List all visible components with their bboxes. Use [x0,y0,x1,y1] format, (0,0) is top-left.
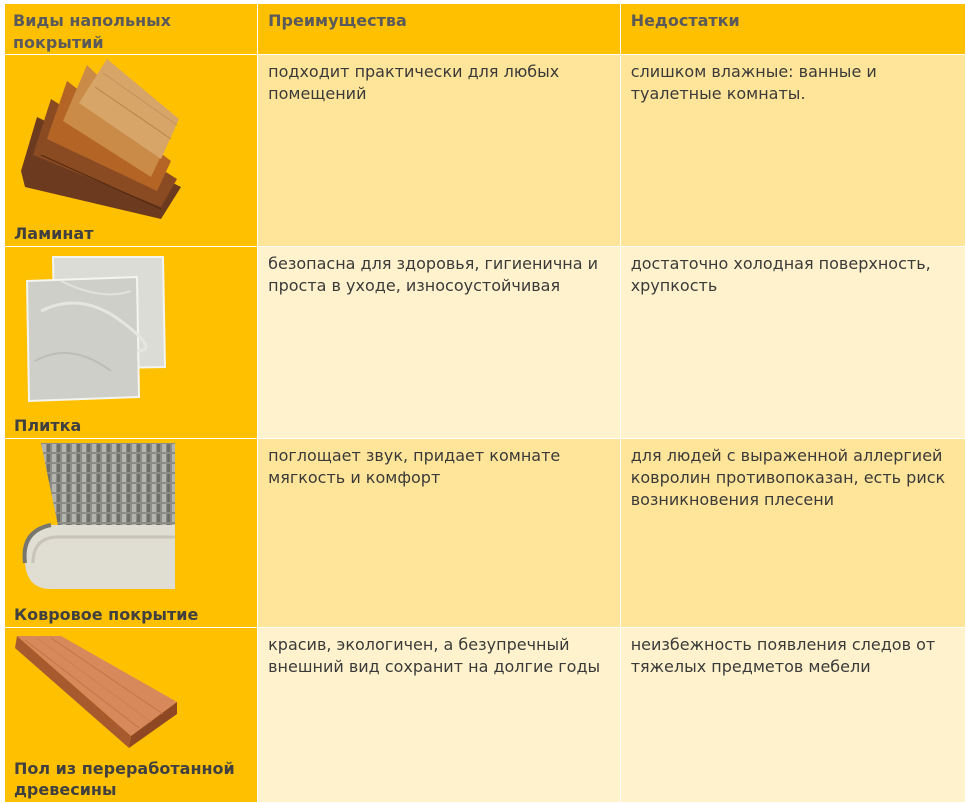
type-label: Пол из переработанной древесины [14,759,235,799]
header-advantages: Преимущества [258,4,621,55]
advantages-cell: поглощает звук, придает комнате мягкость и комфорт [258,439,621,628]
type-label: Ковровое покрытие [14,605,199,624]
disadvantages-cell: слишком влажные: ванные и туалетные комнаты. [620,55,965,247]
disadvantages-cell: для людей с выраженной аллергией ковролин противопоказан, есть риск возникновения плесени [620,439,965,628]
type-label: Ламинат [14,224,94,243]
type-cell [5,439,258,628]
table-row [5,439,966,628]
table-row [5,55,966,247]
type-cell [5,247,258,439]
wood-board-image [11,632,181,750]
disadvantages-cell: достаточно холодная поверхность, хрупкость [620,247,965,439]
type-cell [5,55,258,247]
table-header-row [5,4,966,55]
laminate-planks-image [11,59,181,219]
type-cell [5,628,258,803]
flooring-comparison-table [4,3,966,803]
advantages-cell: подходит практически для любых помещений [258,55,621,247]
table-row [5,628,966,803]
disadvantages-cell: неизбежность появления следов от тяжелых предметов мебели [620,628,965,803]
header-disadvantages: Недостатки [620,4,965,55]
carpet-roll-image [11,443,181,598]
header-flooring-types: Виды напольных покрытий [5,4,258,55]
advantages-cell: безопасна для здоровья, гигиенична и проста в уходе, износоустойчивая [258,247,621,439]
table-row [5,247,966,439]
type-label: Плитка [14,416,82,435]
ceramic-tiles-image [11,251,181,411]
advantages-cell: красив, экологичен, а безупречный внешний вид сохранит на долгие годы [258,628,621,803]
